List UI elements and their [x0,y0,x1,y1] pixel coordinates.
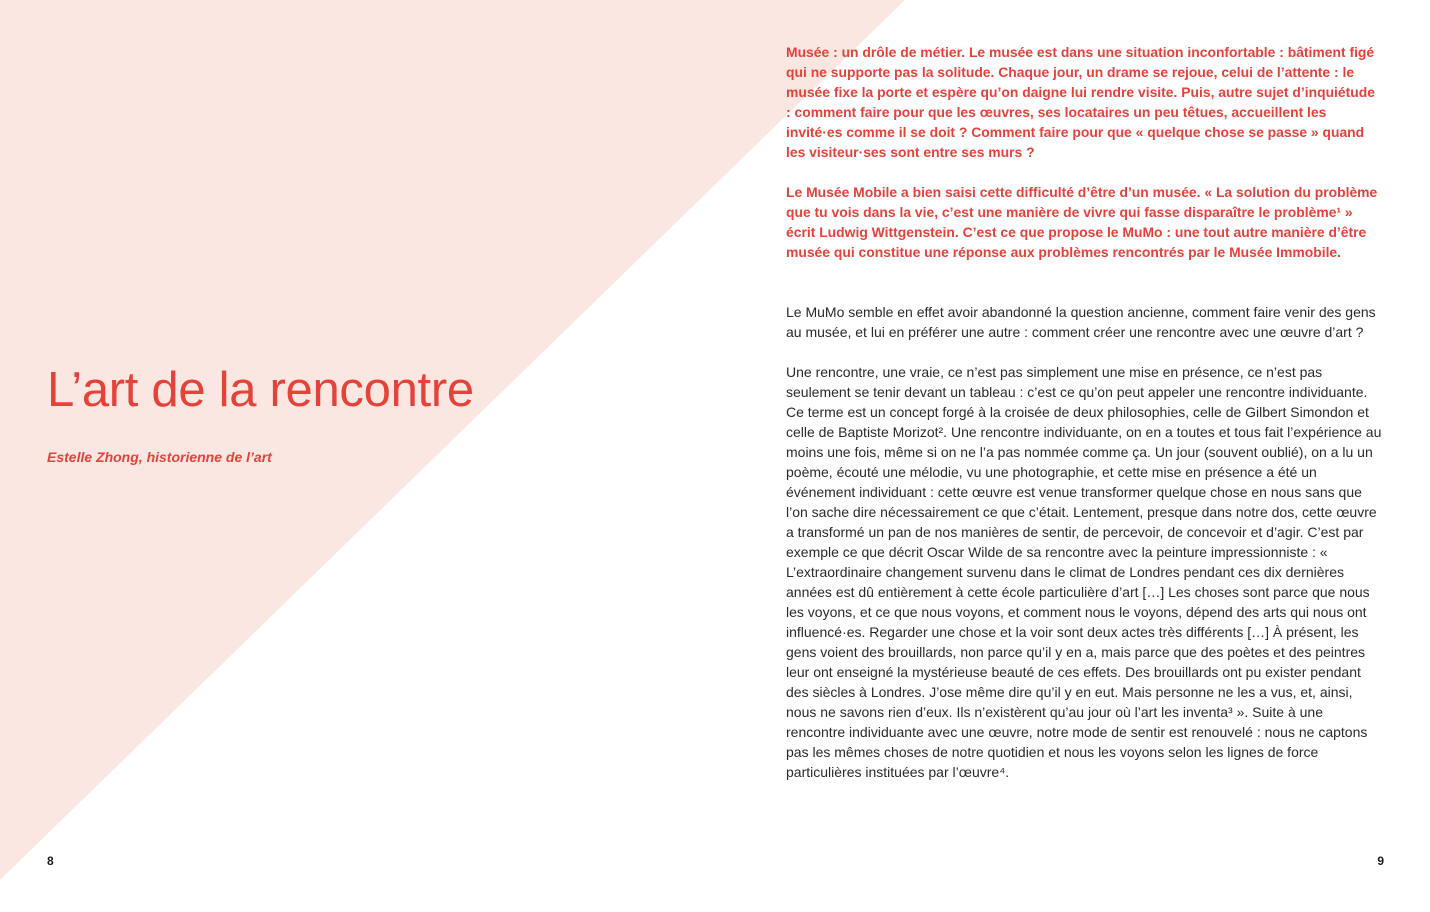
article-title: L’art de la rencontre [47,363,474,417]
body-paragraph: Le MuMo semble en effet avoir abandonné la question ancienne, comment faire venir des gens au musée, et lui en préférer une autre : comment créer une rencontre avec une œuvre d’art ? [786,304,1376,340]
lede-paragraph: Le Musée Mobile a bien saisi cette difficulté d’être d’un musée. « La solution du problème que tu vois dans la vie, c’est une manière de vivre qui fasse disparaître le problème¹ » écrit Ludwig Wittgenstein. C’est ce que propose le MuMo : une tout autre manière d’être musée qui constitue une réponse aux problèmes rencontrés par le Musée Immobile. [786,184,1378,260]
lede-paragraph: Musée : un drôle de métier. Le musée est dans une situation inconfortable : bâtiment figé qui ne supporte pas la solitude. Chaque jour, un drame se rejoue, celui de l’attente : le musée fixe la porte et espère qu’on daigne lui rendre visite. Puis, autre sujet d’inquiétude : comment faire pour que les œuvres, ses locataires un peu têtues, accueillent les invité·es comme il se doit ? Comment faire pour que « quelque chose se passe » quand les visiteur·ses sont entre ses murs ? [786,44,1375,160]
page-number-right: 9 [1377,854,1384,868]
article-author: Estelle Zhong, historienne de l’art [47,449,272,465]
lede-section [786,42,1383,282]
body-paragraph: Une rencontre, une vraie, ce n’est pas simplement une mise en présence, ce n’est pas seulement se tenir devant un tableau : c’est ce qu’on peut appeler une rencontre individuante. Ce terme est un concept forgé à la croisée de deux philosophies, celle de Gilbert Simondon et celle de Baptiste Morizot². Une rencontre individuante, on en a toutes et tous fait l’expérience au moins une fois, même si on ne l’a pas nommée comme ça. Un jour (souvent oublié), on a lu un poème, écouté une mélodie, vu une photographie, et cette mise en présence a été un événement individuant : cette œuvre est venue transformer quelque chose en nous sans que l’on sache dire nécessairement ce que c’était. Lentement, presque dans notre dos, cette œuvre a transformé un pan de nos manières de sentir, de percevoir, de concevoir et d’agir. C’est par exemple ce que décrit Oscar Wilde de sa rencontre avec la peinture impressionniste : « L’extraordinaire changement survenu dans le climat de Londres pendant ces dix dernières années est dû entièrement à cette école particulière d’art […] Les choses sont parce que nous les voyons, et ce que nous voyons, et comment nous le voyons, dépend des arts qui nous ont influencé·es. Regarder une chose et la voir sont deux actes très différents […] À présent, les gens voient des brouillards, non parce qu’il y en a, mais parce que des poètes et des peintres leur ont enseigné la mystérieuse beauté de ces effets. Des brouillards ont pu exister pendant des siècles à Londres. J’ose même dire qu’il y en eut. Mais personne ne les a vus, et, ainsi, nous ne savons rien d’eux. Ils n’existèrent qu’au jour où l’art les inventa³ ». Suite à une rencontre individuante avec une œuvre, notre mode de sentir est renouvelé : nous ne captons pas les mêmes choses de notre quotidien et nous les voyons selon les lignes de force particulières instituées par l’œuvre⁴. [786,364,1382,780]
right-page [715,0,1430,912]
page-number-left: 8 [47,854,54,868]
body-section [786,302,1383,802]
